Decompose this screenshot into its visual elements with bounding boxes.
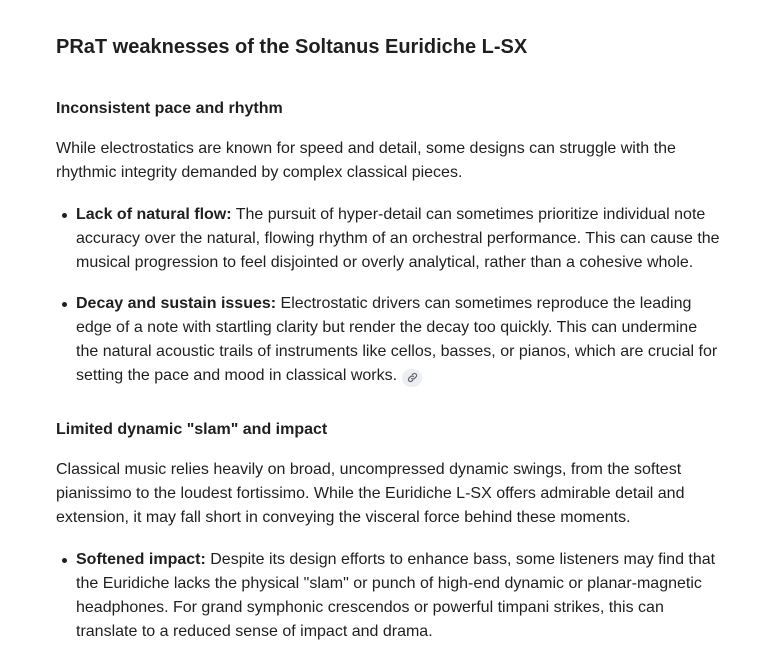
list-item [76,203,723,275]
section-intro: While electrostatics are known for speed and detail, some designs can struggle with the rhythmic integrity demanded by complex classical pieces. [56,140,676,181]
bullet-term: Lack of natural flow: [76,206,232,223]
section-intro: Classical music relies heavily on broad, uncompressed dynamic swings, from the softest pianissimo to the loudest fortissimo. While the Euridiche L-SX offers admirable detail and extension, it may fall short in conveying the visceral force behind these moments. [56,461,685,526]
section-heading: Inconsistent pace and rhythm [56,100,283,117]
bullet-text: The pursuit of hyper-detail can sometimes prioritize individual note accuracy over the natural, flowing rhythm of an orchestral performance. This can cause the musical progression to feel disjointed or overly analytical, rather than a cohesive whole. [76,206,720,271]
page-title: PRaT weaknesses of the Soltanus Euridiche L-SX [56,36,528,58]
source-link-button[interactable] [402,369,422,387]
list-item [76,292,723,388]
section-pace-rhythm [56,98,723,388]
section-heading: Limited dynamic "slam" and impact [56,421,328,438]
list-item [76,548,723,644]
link-icon [407,372,418,383]
bullet-term: Decay and sustain issues: [76,295,277,312]
bullet-list [56,548,723,644]
bullet-list [56,203,723,388]
section-dynamic-slam [56,419,723,644]
bullet-term: Softened impact: [76,551,206,568]
bullet-text: Despite its design efforts to enhance bass, some listeners may find that the Euridiche lacks the physical "slam" or punch of high-end dynamic or planar-magnetic headphones. For grand symphonic crescendos or powerful timpani strikes, this can translate to a reduced sense of impact and drama. [76,551,716,640]
bullet-text: Electrostatic drivers can sometimes reproduce the leading edge of a note with startling clarity but render the decay too quickly. This can undermine the natural acoustic trails of instruments like cellos, basses, or pianos, which are crucial for setting the pace and mood in classical works. [76,295,718,384]
